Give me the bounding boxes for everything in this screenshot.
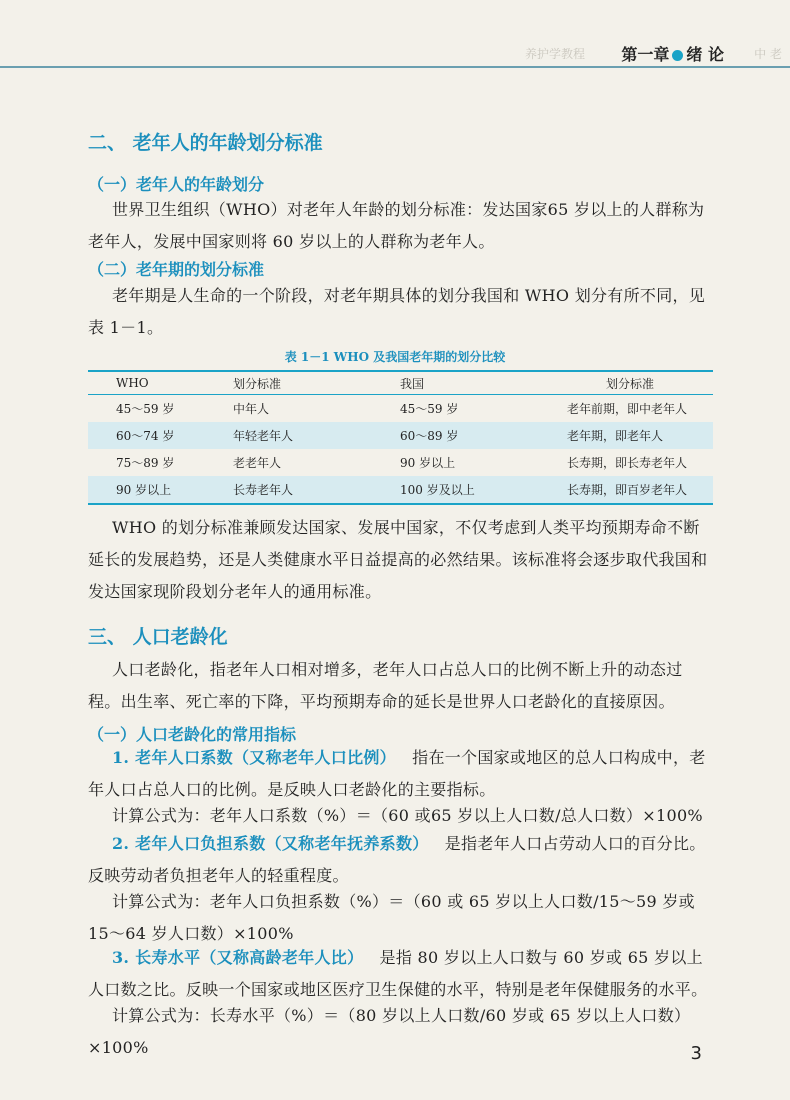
section-heading: 三、 人口老龄化 <box>88 626 228 648</box>
formula: 计算公式为：长寿水平（%）＝（80 岁以上人口数/60 岁或 65 岁以上人口数）×100% <box>88 1006 691 1057</box>
table-row <box>88 449 713 476</box>
chapter-title: 绪 论 <box>686 45 724 64</box>
indicator-item: 2. 老年人口负担系数（又称老年抚养系数） 是指老年人口占劳动人口的百分比。反映劳动者负担老年人的轻重程度。 <box>88 834 706 885</box>
table-cell: 长寿期，即长寿老年人 <box>567 456 688 470</box>
formula: 计算公式为：老年人口系数（%）＝（60 或65 岁以上人口数/总人口数）×100% <box>112 806 703 825</box>
table-cell: 45～59 岁 <box>116 402 175 416</box>
table-cell: 90 岁以上 <box>88 476 232 504</box>
table-header-cell: 我国 <box>399 371 566 395</box>
running-header <box>615 42 730 65</box>
table-cell: 老年期，即老年人 <box>566 422 713 449</box>
formula: 计算公式为：老年人口负担系数（%）＝（60 或 65 岁以上人口数/15～59 岁或 15～64 岁人口数）×100% <box>88 892 695 943</box>
indicator-term: 3. 长寿水平（又称高龄老年人比） <box>112 948 364 967</box>
page-number: 3 <box>690 1043 702 1064</box>
indicator-term: 2. 老年人口负担系数（又称老年抚养系数） <box>112 834 429 853</box>
table-header-cell: 划分标准 <box>566 371 713 395</box>
table-cell: 90 岁以上 <box>400 456 456 470</box>
indicator-term: 1. 老年人口系数（又称老年人口比例） <box>112 748 396 767</box>
paragraph: 人口老龄化，指老年人口相对增多，老年人口占总人口的比例不断上升的动态过程。出生率、死亡率的下降，平均预期寿命的延长是世界人口老龄化的直接原因。 <box>88 660 683 711</box>
paragraph: 世界卫生组织（WHO）对老年人年龄的划分标准：发达国家65 岁以上的人群称为老年人，发展中国家则将 60 岁以上的人群称为老年人。 <box>88 200 705 251</box>
section-heading: 二、 老年人的年龄划分标准 <box>88 132 323 154</box>
table-row <box>88 422 713 449</box>
table-cell: 45～59 岁 <box>400 402 459 416</box>
table-header-cell: WHO <box>88 371 232 395</box>
table-cell: 长寿期，即百岁老年人 <box>566 476 713 504</box>
table-cell: 中年人 <box>233 402 270 416</box>
table-cell: 老年前期，即中老年人 <box>567 402 688 416</box>
paragraph: WHO 的划分标准兼顾发达国家、发展中国家，不仅考虑到人类平均预期寿命不断延长的发展趋势，还是人类健康水平日益提高的必然结果。该标准将会逐步取代我国和发达国家现阶段划分老年人的通用标准。 <box>88 518 708 601</box>
table-row <box>88 476 713 504</box>
table-cell: 60～74 岁 <box>88 422 232 449</box>
subsection-heading: （二）老年期的划分标准 <box>88 260 265 279</box>
table-cell: 年轻老年人 <box>232 422 399 449</box>
bleed-through-text: 养护学教程 <box>524 47 585 61</box>
bullet-dot-icon <box>672 50 683 61</box>
table-cell: 60～89 岁 <box>399 422 566 449</box>
indicator-item: 1. 老年人口系数（又称老年人口比例） 指在一个国家或地区的总人口构成中，老年人口占总人口的比例。是反映人口老龄化的主要指标。 <box>88 748 706 799</box>
bleed-through-text: 中 老 <box>754 47 782 61</box>
chapter-label: 第一章 <box>621 45 670 64</box>
indicator-item: 3. 长寿水平（又称高龄老年人比） 是指 80 岁以上人口数与 60 岁或 65 岁以上人口数之比。反映一个国家或地区医疗卫生保健的水平，特别是老年保健服务的水平。 <box>88 948 708 999</box>
table-header-row <box>88 371 713 395</box>
table-caption: 表 1－1 WHO 及我国老年期的划分比较 <box>284 350 506 364</box>
table-cell: 长寿老年人 <box>232 476 399 504</box>
table-row <box>88 395 713 423</box>
comparison-table <box>88 370 713 505</box>
table-cell: 100 岁及以上 <box>399 476 566 504</box>
table-cell: 75～89 岁 <box>116 456 175 470</box>
table-cell: 老老年人 <box>233 456 282 470</box>
table-header-cell: 划分标准 <box>232 371 399 395</box>
subsection-heading: （一）人口老龄化的常用指标 <box>88 725 297 744</box>
paragraph: 老年期是人生命的一个阶段，对老年期具体的划分我国和 WHO 划分有所不同，见表 1－1。 <box>88 286 706 337</box>
subsection-heading: （一）老年人的年龄划分 <box>88 175 265 194</box>
